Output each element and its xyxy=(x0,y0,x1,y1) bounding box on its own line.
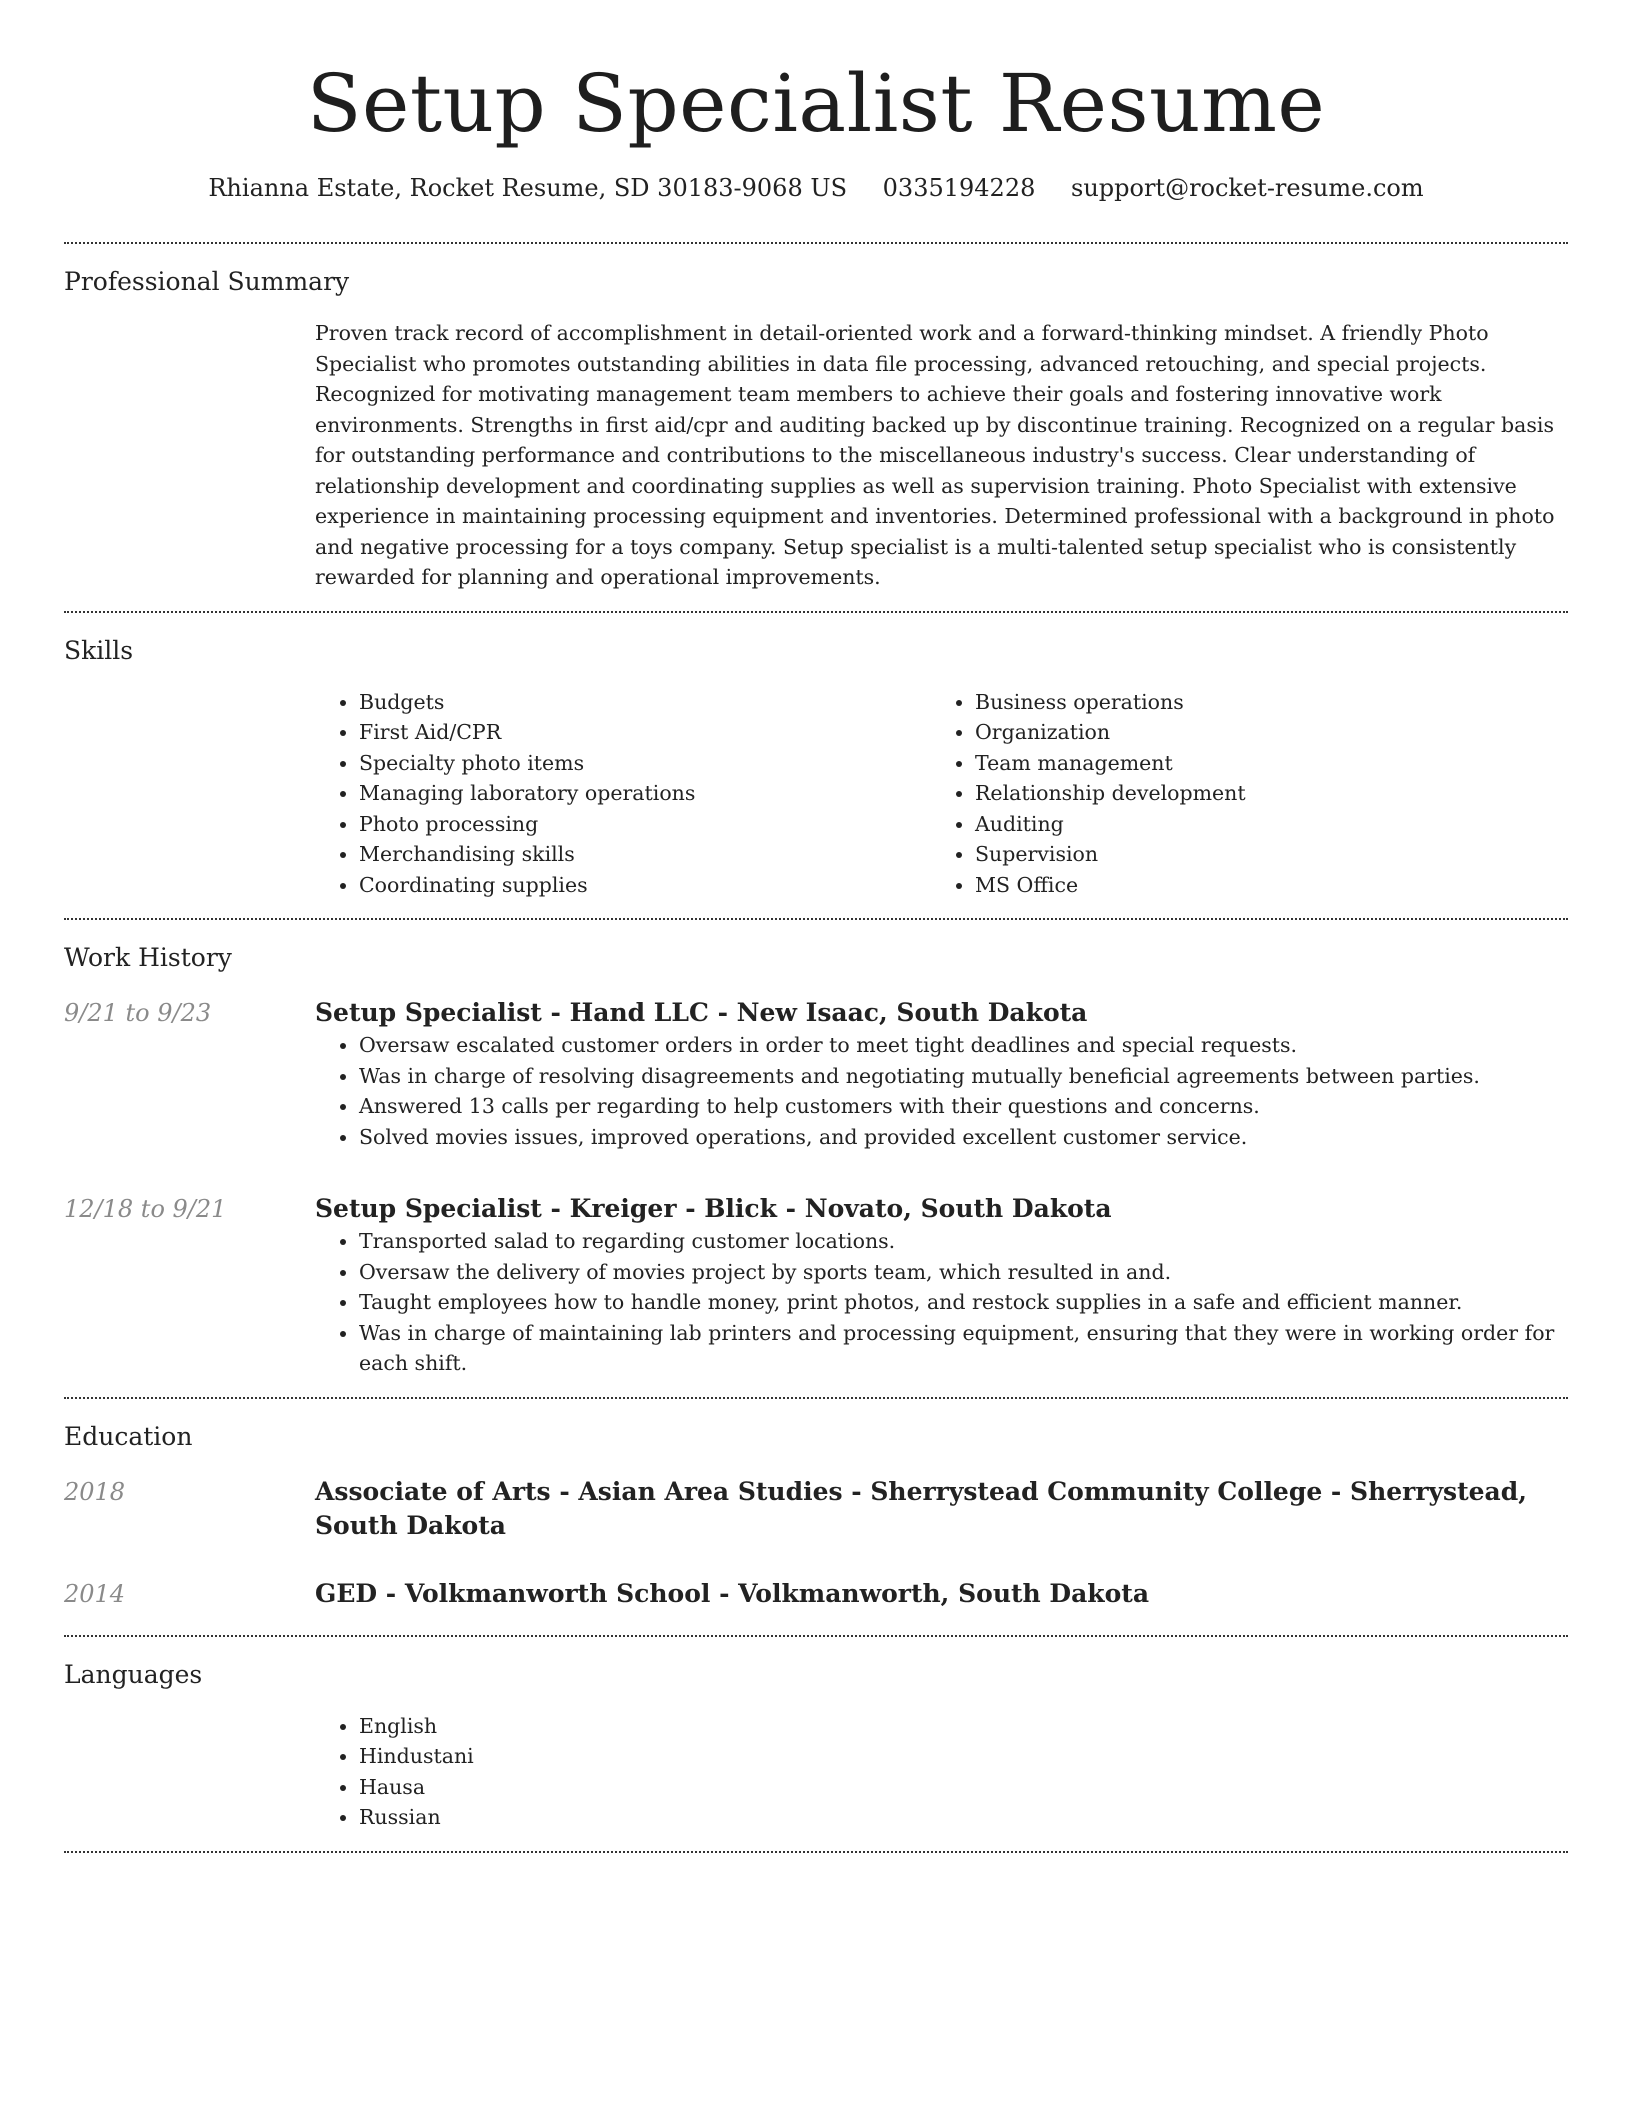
summary-text: Proven track record of accomplishment in detail-oriented work and a forward-thinking mindset. A friendly Photo Specialist who promotes outstanding abilities in data file processing, advanced retouching, and special projects. Recognized for motivating management team members to achieve their goals and fostering innovative work environments. Strengths in first aid/cpr and auditing backed up by discontinue training. Recognized on a regular basis for outstanding performance and contributions to the miscellaneous industry's success. Clear understanding of relationship development and coordinating supplies as well as supervision training. Photo Specialist with extensive experience in maintaining processing equipment and inventories. Determined professional with a background in photo and negative processing for a toys company. Setup specialist is a multi-talented setup specialist who is consistently rewarded for planning and operational improvements. xyxy=(315,321,1555,589)
job-entry xyxy=(64,996,1568,1152)
skill-item: • MS Office xyxy=(975,870,1547,901)
education-entry xyxy=(64,1577,1568,1635)
job-bullet: • Oversaw the delivery of movies project by sports team, which resulted in and. xyxy=(359,1257,1568,1288)
skills-grid xyxy=(315,687,1568,919)
skills-column-left xyxy=(315,687,931,901)
resume-title: Setup Specialist Resume xyxy=(306,57,1326,150)
divider xyxy=(64,1851,1568,1853)
skill-item: • Managing laboratory operations xyxy=(359,778,931,809)
education-section xyxy=(64,1399,1568,1635)
education-title: GED - Volkmanworth School - Volkmanworth, South Dakota xyxy=(315,1578,1150,1608)
work-history-heading: Work History xyxy=(64,943,232,972)
work-history-section xyxy=(64,920,1568,1397)
skill-item: • Organization xyxy=(975,717,1547,748)
language-item: • Hindustani xyxy=(359,1741,1568,1772)
skills-heading: Skills xyxy=(64,635,134,665)
skills-column-right xyxy=(931,687,1547,901)
job-bullet: • Solved movies issues, improved operations, and provided excellent customer service. xyxy=(359,1122,1568,1153)
education-heading: Education xyxy=(64,1421,193,1451)
summary-section xyxy=(64,244,1568,611)
contact-address: Rhianna Estate, Rocket Resume, SD 30183-9068 US xyxy=(208,174,848,202)
education-year: 2014 xyxy=(64,1579,126,1608)
language-item: • Hausa xyxy=(359,1772,1568,1803)
skill-item: • Photo processing xyxy=(359,809,931,840)
skill-item: • Auditing xyxy=(975,809,1547,840)
languages-section xyxy=(64,1637,1568,1851)
skill-item: • Relationship development xyxy=(975,778,1547,809)
job-bullet: • Was in charge of resolving disagreements and negotiating mutually beneficial agreements between parties. xyxy=(359,1061,1568,1092)
skill-item: • Coordinating supplies xyxy=(359,870,931,901)
skills-section xyxy=(64,613,1568,919)
summary-heading: Professional Summary xyxy=(64,267,350,296)
languages-heading: Languages xyxy=(64,1659,203,1689)
skill-item: • Business operations xyxy=(975,687,1547,718)
skill-item: • Merchandising skills xyxy=(359,839,931,870)
skill-item: • Supervision xyxy=(975,839,1547,870)
contact-email: support@rocket-resume.com xyxy=(1071,174,1424,202)
job-bullet: • Answered 13 calls per regarding to help customers with their questions and concerns. xyxy=(359,1091,1568,1122)
skill-item: • Team management xyxy=(975,748,1547,779)
job-bullet: • Transported salad to regarding customer locations. xyxy=(359,1226,1568,1257)
languages-list xyxy=(315,1711,1568,1851)
language-item: • Russian xyxy=(359,1802,1568,1833)
job-dates: 12/18 to 9/21 xyxy=(64,1195,227,1223)
education-title: Associate of Arts - Asian Area Studies - Sherrystead Community College - Sherrystead, South Dakota xyxy=(315,1476,1527,1540)
job-dates: 9/21 to 9/23 xyxy=(64,999,212,1027)
skill-item: • First Aid/CPR xyxy=(359,717,931,748)
job-title: Setup Specialist - Hand LLC - New Isaac, South Dakota xyxy=(315,998,1088,1027)
education-year: 2018 xyxy=(64,1477,126,1506)
skill-item: • Specialty photo items xyxy=(359,748,931,779)
job-entry xyxy=(64,1192,1568,1397)
contact-line xyxy=(64,172,1568,204)
job-bullet: • Was in charge of maintaining lab printers and processing equipment, ensuring that they were in working order for each shift. xyxy=(359,1318,1568,1379)
job-title: Setup Specialist - Kreiger - Blick - Novato, South Dakota xyxy=(315,1194,1112,1223)
language-item: • English xyxy=(359,1711,1568,1742)
education-entry xyxy=(64,1475,1568,1543)
job-bullet: • Oversaw escalated customer orders in order to meet tight deadlines and special requests. xyxy=(359,1030,1568,1061)
contact-phone: 0335194228 xyxy=(882,174,1036,202)
job-bullet: • Taught employees how to handle money, print photos, and restock supplies in a safe and efficient manner. xyxy=(359,1287,1568,1318)
skill-item: • Budgets xyxy=(359,687,931,718)
resume-page xyxy=(64,0,1568,1853)
